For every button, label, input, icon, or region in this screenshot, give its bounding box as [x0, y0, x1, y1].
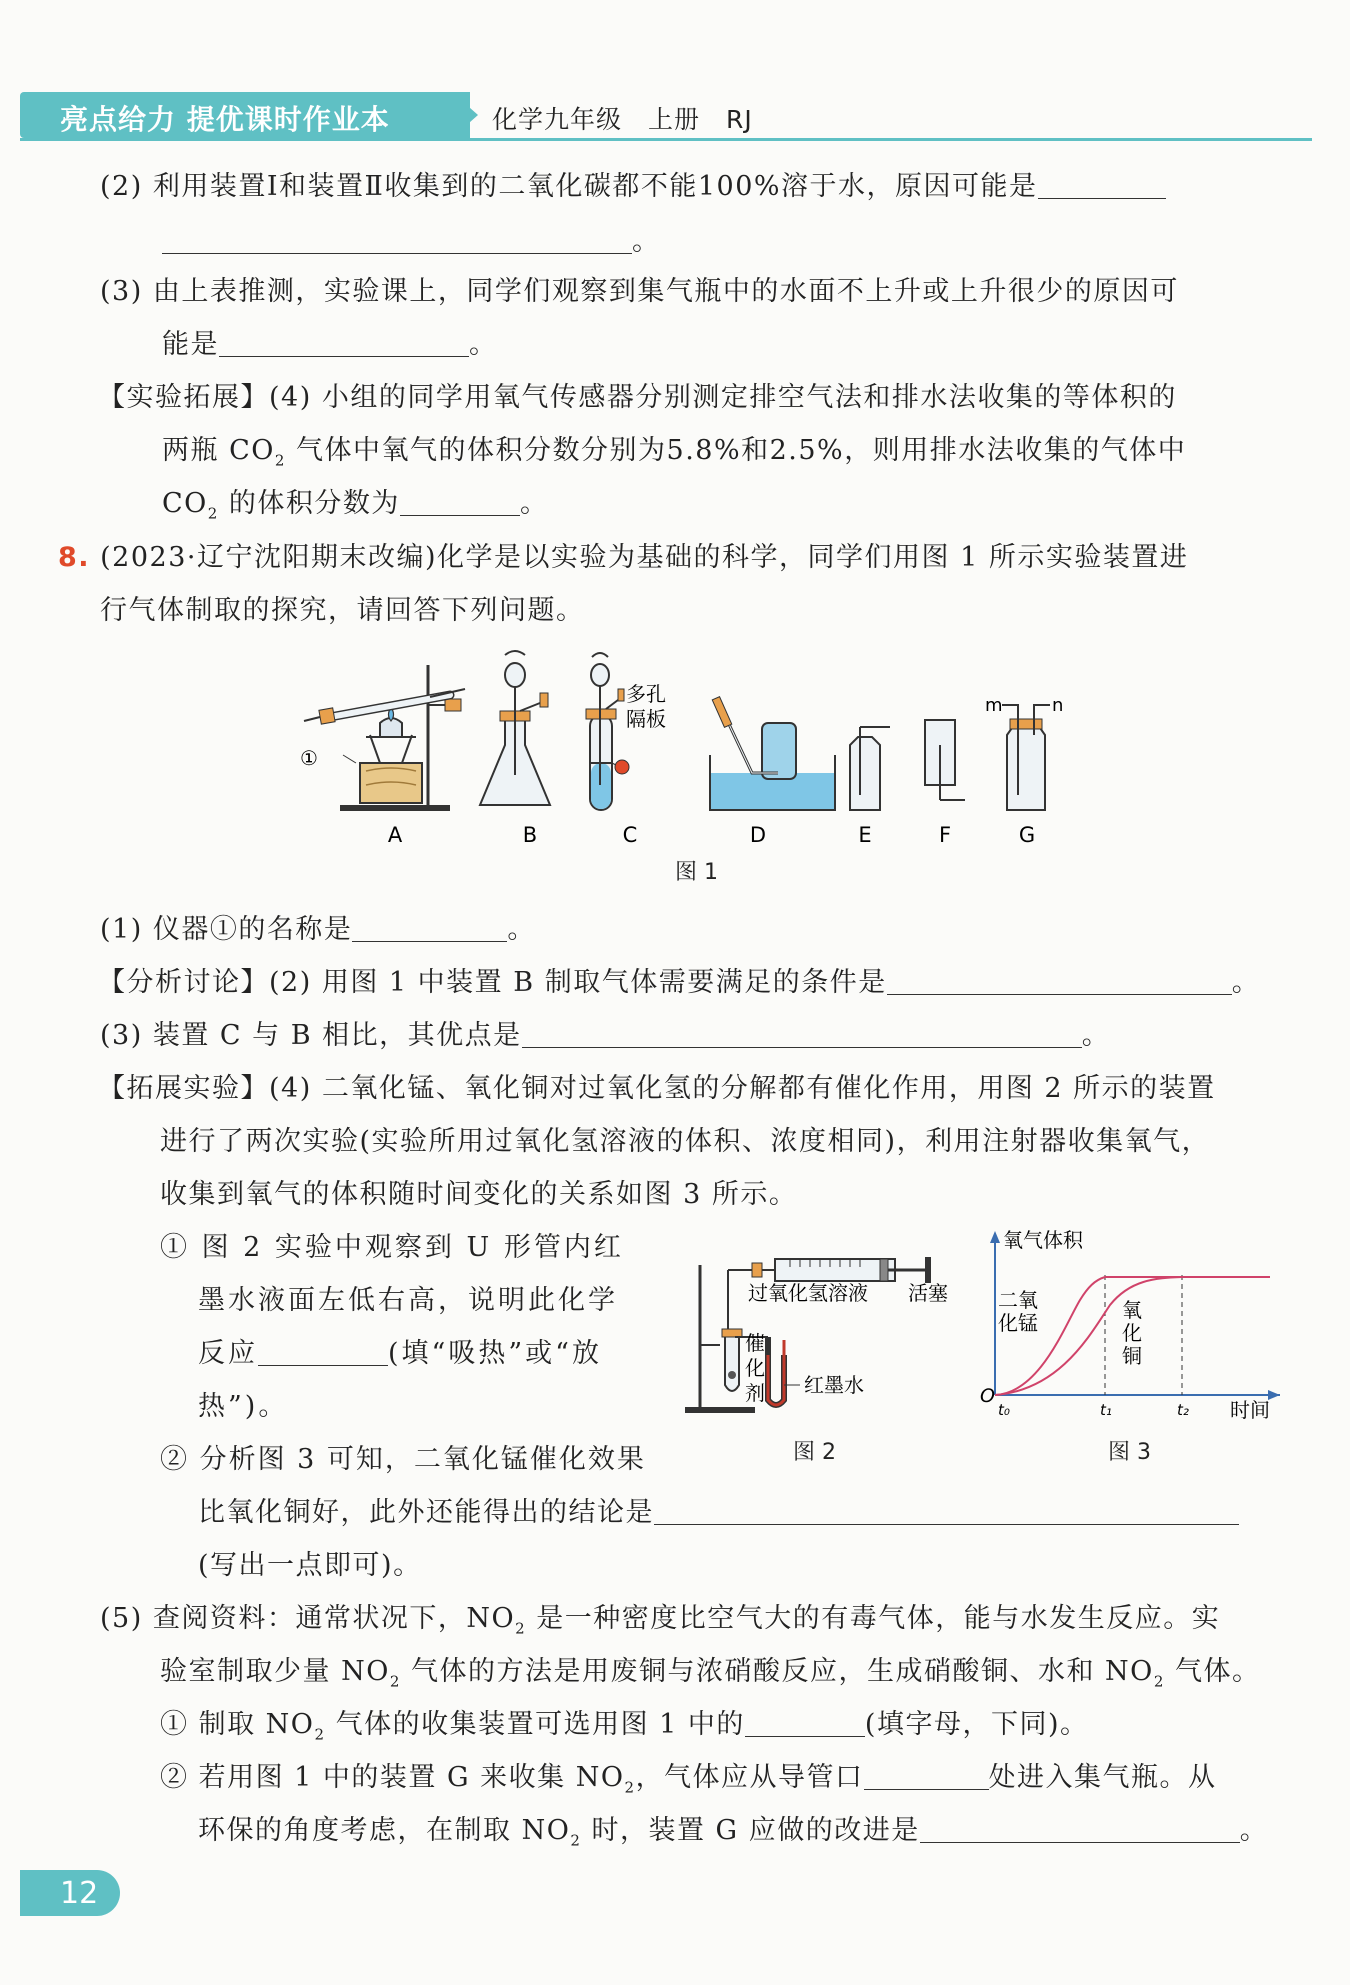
answer-blank[interactable] — [920, 1814, 1240, 1843]
answer-blank[interactable] — [1038, 170, 1166, 199]
apparatus-a — [304, 665, 465, 811]
fig3-cuo-label: 化 — [1122, 1321, 1142, 1345]
q8-part3: (3) 装置 C 与 B 相比，其优点是 。 — [100, 1020, 1111, 1051]
q8-part4-line1: 【拓展实验】(4) 二氧化锰、氧化铜对过氧化氢的分解都有催化作用，用图 2 所示的装置 — [98, 1073, 1216, 1104]
fig1-g-label-n: n — [1052, 695, 1064, 716]
q7-part4-line1: 【实验拓展】(4) 小组的同学用氧气传感器分别测定排空气法和排水法收集的等体积的 — [98, 382, 1177, 413]
book-brand: 亮点给力 提优课时作业本 — [60, 103, 390, 136]
q7-part4-line3: $CO_2$ 的体积分数为 。 — [162, 488, 549, 523]
q8-intro-line1: 8. (2023·辽宁沈阳期末改编)化学是以实验为基础的科学，同学们用图 1 所示实验装置进 — [58, 542, 1189, 573]
fig1-label-g: G — [1018, 823, 1036, 847]
fig1-g-label-m: m — [985, 695, 1003, 716]
figure-3-graph — [970, 1225, 1290, 1425]
book-subject: 化学九年级 上册 RJ — [492, 105, 753, 134]
answer-blank[interactable] — [400, 487, 520, 516]
q8-part5-line2: 验室制取少量 $NO_2$ 气体的方法是用废铜与浓硝酸反应，生成硝酸铜、水和 $NO_2$ 气体。 — [160, 1656, 1261, 1691]
fig1-c-label: 隔板 — [626, 707, 666, 731]
apparatus-b — [480, 651, 550, 805]
q8-part4-sub1-line2: 墨水液面左低右高，说明此化学 — [198, 1285, 618, 1316]
figure-2-caption: 图 2 — [793, 1440, 836, 1465]
q7-part2-line2: 。 — [162, 222, 661, 262]
q8-part4-line2: 进行了两次实验(实验所用过氧化氢溶液的体积、浓度相同)，利用注射器收集氧气， — [160, 1126, 1211, 1157]
fig3-mno2-label: 二氧 — [998, 1288, 1038, 1312]
fig1-label-b: B — [522, 823, 538, 847]
fig1-label-d: D — [749, 823, 767, 847]
question-number: 8. — [58, 542, 91, 573]
fig1-label-a: A — [387, 823, 403, 847]
q8-part4-sub1-line3: 反应 (填“吸热”或“放 — [198, 1338, 602, 1369]
apparatus-d — [710, 697, 835, 810]
fig3-cuo-label: 氧 — [1122, 1298, 1142, 1322]
fig3-origin: O — [980, 1385, 995, 1407]
fig3-mno2-label: 化锰 — [998, 1311, 1038, 1335]
page-header — [20, 92, 1312, 142]
q8-intro-line2: 行气体制取的探究，请回答下列问题。 — [100, 595, 585, 626]
figure-1-apparatus — [300, 645, 1100, 855]
answer-blank[interactable] — [887, 966, 1232, 995]
fig1-marker: ① — [300, 746, 318, 770]
fig2-label-catalyst: 剂 — [745, 1381, 765, 1405]
apparatus-f — [925, 720, 965, 800]
answer-blank[interactable] — [522, 1019, 1082, 1048]
apparatus-c — [586, 653, 629, 810]
figure-1-caption: 图 1 — [675, 860, 718, 885]
fig2-label-piston: 活塞 — [908, 1281, 948, 1305]
fig3-cuo-label: 铜 — [1122, 1344, 1142, 1368]
q8-part4-sub1-line1: ① 图 2 实验中观察到 U 形管内红 — [160, 1232, 624, 1263]
apparatus-g — [1002, 705, 1050, 810]
q8-part5-sub2-line2: 环保的角度考虑，在制取 $NO_2$ 时，装置 G 应做的改进是 。 — [198, 1815, 1269, 1850]
answer-blank[interactable] — [162, 225, 632, 254]
q7-part2-line1: (2) 利用装置Ⅰ和装置Ⅱ收集到的二氧化碳都不能100%溶于水，原因可能是 — [100, 167, 1166, 207]
q7-part3-line1: (3) 由上表推测，实验课上，同学们观察到集气瓶中的水面不上升或上升很少的原因可 — [100, 276, 1179, 307]
fig2-label-catalyst: 化 — [745, 1356, 765, 1380]
fig3-tick-t2: t₂ — [1177, 1401, 1189, 1419]
figure-3-caption: 图 3 — [1108, 1440, 1151, 1465]
fig2-label-ink: 红墨水 — [804, 1373, 864, 1397]
fig1-label-e: E — [858, 823, 872, 847]
answer-blank[interactable] — [864, 1761, 989, 1790]
q8-part4-sub1-line4: 热”)。 — [198, 1391, 289, 1422]
fig3-tick-t1: t₁ — [1100, 1401, 1112, 1419]
q8-part4-line3: 收集到氧气的体积随时间变化的关系如图 3 所示。 — [160, 1179, 798, 1210]
fig3-xlabel: 时间 — [1230, 1398, 1270, 1422]
fig1-c-label: 多孔 — [626, 682, 666, 706]
q8-part5-sub1: ① 制取 $NO_2$ 气体的收集装置可选用图 1 中的 (填字母，下同)。 — [160, 1709, 1089, 1744]
q8-part4-sub2-line1: ② 分析图 3 可知，二氧化锰催化效果 — [160, 1444, 646, 1475]
q8-part4-sub2-line2: 比氧化铜好，此外还能得出的结论是 — [198, 1493, 1239, 1533]
q8-part5-sub2-line1: ② 若用图 1 中的装置 G 来收集 $NO_2$，气体应从导管口 处进入集气瓶。从 — [160, 1762, 1217, 1797]
answer-blank[interactable] — [352, 913, 507, 942]
q8-part4-sub2-line3: (写出一点即可)。 — [198, 1550, 422, 1581]
answer-blank[interactable] — [219, 328, 469, 357]
answer-blank[interactable] — [745, 1708, 865, 1737]
q8-part2: 【分析讨论】(2) 用图 1 中装置 B 制取气体需要满足的条件是 。 — [98, 967, 1261, 998]
q7-part4-line2: 两瓶 $CO_2$ 气体中氧气的体积分数分别为5.8%和2.5%，则用排水法收集的气体中 — [162, 435, 1187, 470]
fig1-label-f: F — [938, 823, 952, 847]
fig2-label-h2o2: 过氧化氢溶液 — [748, 1281, 868, 1305]
fig3-ylabel: 氧气体积 — [1003, 1228, 1083, 1252]
answer-blank[interactable] — [654, 1496, 1239, 1525]
q7-part3-line2: 能是 。 — [162, 329, 498, 360]
fig3-tick-t0: t₀ — [998, 1401, 1010, 1419]
answer-blank[interactable] — [258, 1337, 388, 1366]
fig1-label-c: C — [622, 823, 638, 847]
figure-2-apparatus — [680, 1245, 960, 1425]
q8-part1: (1) 仪器①的名称是 。 — [100, 914, 536, 945]
q8-part5-line1: (5) 查阅资料：通常状况下，$NO_2$ 是一种密度比空气大的有毒气体，能与水发生反应。实 — [100, 1603, 1221, 1638]
fig2-label-catalyst: 催 — [745, 1331, 765, 1355]
apparatus-e — [850, 727, 890, 810]
page-number: 12 — [60, 1876, 99, 1911]
